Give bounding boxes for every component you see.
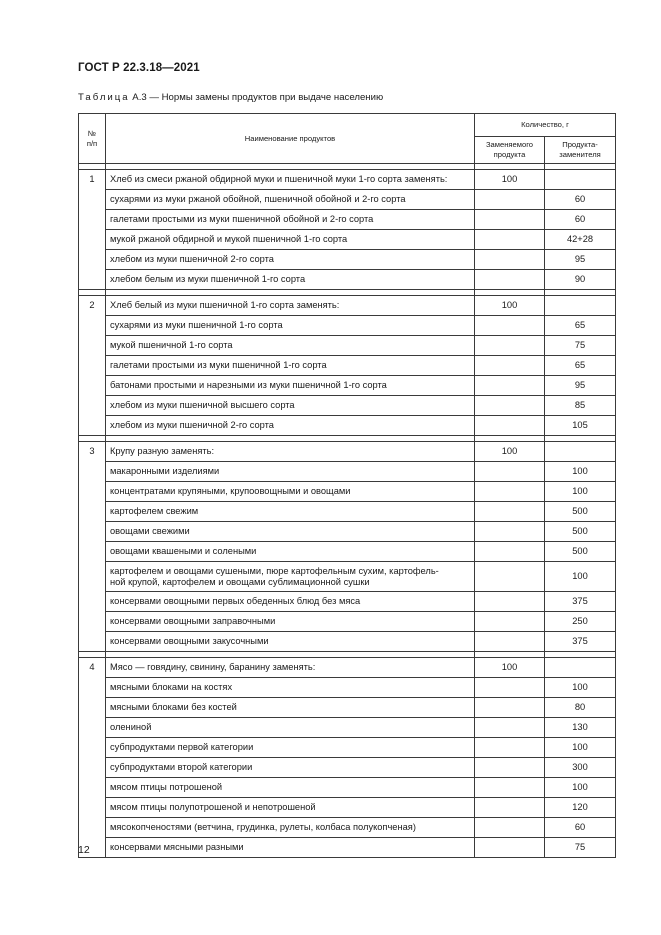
- table-row: [79, 250, 616, 270]
- table-caption-label: Таблица: [78, 92, 130, 103]
- substitute-quantity: 105: [545, 416, 616, 436]
- replaced-quantity: [475, 838, 545, 858]
- replaced-quantity: [475, 462, 545, 482]
- product-name: овощами свежими: [106, 522, 475, 542]
- product-name: овощами квашеными и солеными: [106, 542, 475, 562]
- product-name: субпродуктами второй категории: [106, 758, 475, 778]
- product-name: хлебом из муки пшеничной высшего сорта: [106, 396, 475, 416]
- replaced-quantity: [475, 758, 545, 778]
- replaced-quantity: [475, 542, 545, 562]
- product-name: консервами овощными заправочными: [106, 612, 475, 632]
- table-row: [79, 818, 616, 838]
- product-name: концентратами крупяными, крупоовощными и овощами: [106, 482, 475, 502]
- substitute-quantity: 42+28: [545, 230, 616, 250]
- standard-designation: ГОСТ Р 22.3.18—2021: [78, 62, 200, 74]
- substitute-quantity: [545, 296, 616, 316]
- group-number: 2: [79, 296, 106, 436]
- table-row: [79, 396, 616, 416]
- substitute-quantity: 500: [545, 542, 616, 562]
- table-row: [79, 678, 616, 698]
- product-name: мясокопченостями (ветчина, грудинка, рулеты, колбаса полукопченая): [106, 818, 475, 838]
- substitute-quantity: 75: [545, 838, 616, 858]
- product-name: мясными блоками на костях: [106, 678, 475, 698]
- product-name: Крупу разную заменять:: [106, 442, 475, 462]
- product-name: Хлеб из смеси ржаной обдирной муки и пшеничной муки 1-го сорта заменять:: [106, 170, 475, 190]
- substitute-quantity: 60: [545, 818, 616, 838]
- table-row: [79, 632, 616, 652]
- product-name: субпродуктами первой категории: [106, 738, 475, 758]
- product-name: галетами простыми из муки пшеничной 1-го сорта: [106, 356, 475, 376]
- replaced-quantity: [475, 592, 545, 612]
- replaced-quantity: [475, 562, 545, 592]
- table-row: [79, 658, 616, 678]
- product-name: батонами простыми и нарезными из муки пшеничной 1-го сорта: [106, 376, 475, 396]
- table-row: [79, 778, 616, 798]
- group-number: 3: [79, 442, 106, 652]
- product-name: картофелем свежим: [106, 502, 475, 522]
- product-name: мукой пшеничной 1-го сорта: [106, 336, 475, 356]
- replaced-quantity: [475, 798, 545, 818]
- header-product-name: Наименование продуктов: [106, 114, 475, 164]
- product-name: консервами мясными разными: [106, 838, 475, 858]
- table-body: [79, 164, 616, 858]
- product-name: консервами овощными первых обеденных блюд без мяса: [106, 592, 475, 612]
- substitute-quantity: 130: [545, 718, 616, 738]
- replaced-quantity: [475, 738, 545, 758]
- table-row: [79, 482, 616, 502]
- substitute-quantity: 100: [545, 462, 616, 482]
- substitute-quantity: 65: [545, 356, 616, 376]
- replaced-quantity: [475, 632, 545, 652]
- substitute-quantity: 80: [545, 698, 616, 718]
- table-row: [79, 270, 616, 290]
- replaced-quantity: [475, 376, 545, 396]
- page-number: 12: [78, 844, 90, 856]
- substitute-quantity: 300: [545, 758, 616, 778]
- replaced-quantity: [475, 778, 545, 798]
- product-name: галетами простыми из муки пшеничной обойной и 2-го сорта: [106, 210, 475, 230]
- substitute-quantity: 95: [545, 250, 616, 270]
- table-row: [79, 316, 616, 336]
- table-row: [79, 190, 616, 210]
- replaced-quantity: [475, 612, 545, 632]
- substitute-quantity: 60: [545, 210, 616, 230]
- table-row: [79, 416, 616, 436]
- header-replaced-product: Заменяемого продукта: [475, 137, 545, 164]
- header-substitute-product: Продукта- заменителя: [545, 137, 616, 164]
- substitute-quantity: 90: [545, 270, 616, 290]
- replaced-quantity: 100: [475, 170, 545, 190]
- replaced-quantity: [475, 482, 545, 502]
- substitution-norms-table: [78, 113, 616, 858]
- replaced-quantity: 100: [475, 296, 545, 316]
- table-caption-text: А.3 — Нормы замены продуктов при выдаче населению: [132, 92, 384, 103]
- header-quantity: Количество, г: [475, 114, 616, 137]
- group-number: 4: [79, 658, 106, 858]
- header-number: № п/п: [79, 114, 106, 164]
- table-row: [79, 798, 616, 818]
- product-name: хлебом из муки пшеничной 2-го сорта: [106, 250, 475, 270]
- replaced-quantity: [475, 356, 545, 376]
- substitute-quantity: 500: [545, 502, 616, 522]
- replaced-quantity: [475, 718, 545, 738]
- substitute-quantity: 60: [545, 190, 616, 210]
- substitute-quantity: 100: [545, 738, 616, 758]
- replaced-quantity: [475, 416, 545, 436]
- replaced-quantity: [475, 210, 545, 230]
- table-row: [79, 336, 616, 356]
- substitute-quantity: 500: [545, 522, 616, 542]
- substitute-quantity: 75: [545, 336, 616, 356]
- table-row: [79, 718, 616, 738]
- substitute-quantity: 95: [545, 376, 616, 396]
- table-row: [79, 838, 616, 858]
- substitute-quantity: 120: [545, 798, 616, 818]
- table-row: [79, 442, 616, 462]
- substitute-quantity: [545, 442, 616, 462]
- replaced-quantity: [475, 678, 545, 698]
- replaced-quantity: 100: [475, 442, 545, 462]
- replaced-quantity: [475, 336, 545, 356]
- substitute-quantity: 100: [545, 678, 616, 698]
- product-name: сухарями из муки ржаной обойной, пшеничной обойной и 2-го сорта: [106, 190, 475, 210]
- table-row: [79, 356, 616, 376]
- replaced-quantity: 100: [475, 658, 545, 678]
- substitute-quantity: 100: [545, 562, 616, 592]
- replaced-quantity: [475, 522, 545, 542]
- replaced-quantity: [475, 396, 545, 416]
- table-row: [79, 170, 616, 190]
- product-name: хлебом белым из муки пшеничной 1-го сорта: [106, 270, 475, 290]
- table-row: [79, 230, 616, 250]
- product-name: мукой ржаной обдирной и мукой пшеничной 1-го сорта: [106, 230, 475, 250]
- table-row: [79, 738, 616, 758]
- product-name: макаронными изделиями: [106, 462, 475, 482]
- table-row: [79, 210, 616, 230]
- substitute-quantity: 85: [545, 396, 616, 416]
- replaced-quantity: [475, 250, 545, 270]
- group-number: 1: [79, 170, 106, 290]
- table-row: [79, 522, 616, 542]
- product-name: хлебом из муки пшеничной 2-го сорта: [106, 416, 475, 436]
- replaced-quantity: [475, 316, 545, 336]
- replaced-quantity: [475, 818, 545, 838]
- substitute-quantity: 250: [545, 612, 616, 632]
- substitute-quantity: 100: [545, 778, 616, 798]
- table-row: [79, 562, 616, 592]
- table-row: [79, 612, 616, 632]
- product-name: консервами овощными закусочными: [106, 632, 475, 652]
- substitute-quantity: 100: [545, 482, 616, 502]
- product-name: картофелем и овощами сушеными, пюре картофельным сухим, картофель- ной крупой, картофелем и овощами сублимационной сушки: [106, 562, 475, 592]
- product-name: мясом птицы потрошеной: [106, 778, 475, 798]
- replaced-quantity: [475, 502, 545, 522]
- table-row: [79, 592, 616, 612]
- product-name: сухарями из муки пшеничной 1-го сорта: [106, 316, 475, 336]
- substitute-quantity: 65: [545, 316, 616, 336]
- table-row: [79, 296, 616, 316]
- substitute-quantity: 375: [545, 632, 616, 652]
- product-name: мясными блоками без костей: [106, 698, 475, 718]
- product-name: Хлеб белый из муки пшеничной 1-го сорта заменять:: [106, 296, 475, 316]
- substitute-quantity: [545, 170, 616, 190]
- substitute-quantity: [545, 658, 616, 678]
- substitute-quantity: 375: [545, 592, 616, 612]
- replaced-quantity: [475, 698, 545, 718]
- product-name: олениной: [106, 718, 475, 738]
- replaced-quantity: [475, 190, 545, 210]
- table-row: [79, 542, 616, 562]
- product-name: мясом птицы полупотрошеной и непотрошеной: [106, 798, 475, 818]
- table-row: [79, 698, 616, 718]
- table-caption: [78, 92, 383, 103]
- table-row: [79, 758, 616, 778]
- table-row: [79, 376, 616, 396]
- table-row: [79, 462, 616, 482]
- replaced-quantity: [475, 230, 545, 250]
- table-row: [79, 502, 616, 522]
- replaced-quantity: [475, 270, 545, 290]
- product-name: Мясо — говядину, свинину, баранину заменять:: [106, 658, 475, 678]
